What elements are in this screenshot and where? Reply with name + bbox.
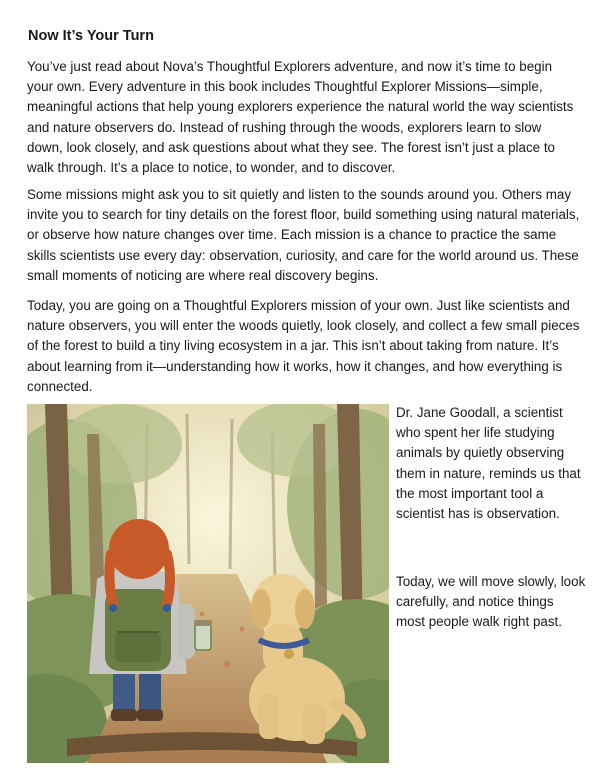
closing-text: Today, we will move slowly, look carefully, and notice things most people walk right past.	[396, 574, 586, 630]
today-paragraph: Today, you are going on a Thoughtful Explorers mission of your own. Just like scientists and nature observers, you will enter the woods quietly, look closely, and collect a few small pieces of the forest to build a tiny living ecosystem in a jar. This isn’t about taking from nature. It’s about learning from it—understanding how it works, how it changes, and how everything is connected.	[27, 298, 580, 394]
forest-path-illustration	[27, 404, 389, 763]
missions-paragraph: Some missions might ask you to sit quietly and listen to the sounds around you. Others may invite you to search for tiny details on the forest floor, build something using natural materials, or observe how nature changes over time. Each mission is a chance to practice the same skills scientists use every day: observation, curiosity, and care for the world around us. These small moments of noticing are where real discovery begins.	[27, 187, 580, 283]
goodall-quote: Dr. Jane Goodall, a scientist who spent her life studying animals by quietly observing them in nature, reminds us that the most important tool a scientist has is observation.	[396, 405, 581, 522]
intro-paragraph: You’ve just read about Nova’s Thoughtful Explorers adventure, and now it’s time to begin your own. Every adventure in this book includes Thoughtful Explorer Missions—simple, meaningful actions that help young explorers experience the natural world the way scientists and nature observers do. Instead of rushing through the woods, explorers learn to slow down, look closely, and ask questions about what they see. The forest isn’t just a place to walk through. It’s a place to notice, to wonder, and to discover.	[27, 59, 574, 176]
section-title: Now It’s Your Turn	[28, 28, 154, 44]
